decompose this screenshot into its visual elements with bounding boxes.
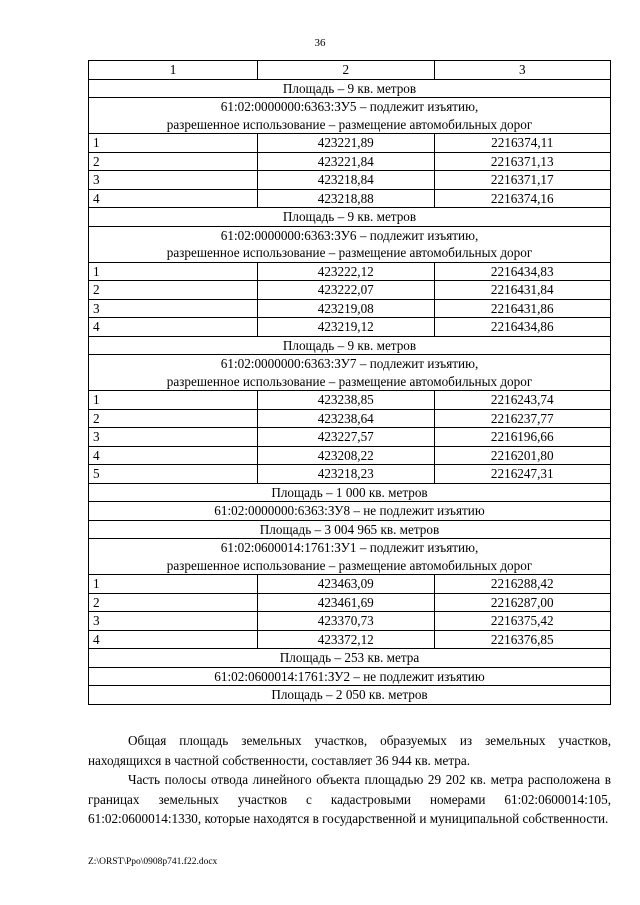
table-row <box>89 612 611 631</box>
table-cell: 2216237,77 <box>434 409 611 428</box>
table-row <box>89 134 611 153</box>
table-span-cell: Площадь – 9 кв. метров <box>89 336 611 355</box>
table-span-row <box>89 502 611 521</box>
table-parcel-cell <box>89 355 611 391</box>
table-row <box>89 152 611 171</box>
table-span-cell: 61:02:0000000:6363:ЗУ8 – не подлежит изъятию <box>89 502 611 521</box>
table-row <box>89 428 611 447</box>
table-span-row <box>89 667 611 686</box>
parcel-line: 61:02:0000000:6363:ЗУ6 – подлежит изъятию, <box>220 227 479 243</box>
table-parcel-row <box>89 98 611 134</box>
parcel-usage-line: разрешенное использование – размещение автомобильных дорог <box>166 373 533 389</box>
table-cell: 423370,73 <box>258 612 435 631</box>
table-cell: 1 <box>89 262 258 281</box>
table-cell: 1 <box>89 575 258 594</box>
table-cell: 4 <box>89 630 258 649</box>
table-cell: 2216434,83 <box>434 262 611 281</box>
table-parcel-cell <box>89 226 611 262</box>
table-row <box>89 391 611 410</box>
table-cell: 2216431,86 <box>434 299 611 318</box>
table-cell: 2216371,13 <box>434 152 611 171</box>
table-cell: 423218,23 <box>258 465 435 484</box>
table-cell: 423218,88 <box>258 189 435 208</box>
table-cell: 3 <box>89 299 258 318</box>
table-cell: 423372,12 <box>258 630 435 649</box>
table-row <box>89 630 611 649</box>
table-parcel-cell <box>89 539 611 575</box>
table-parcel-row <box>89 355 611 391</box>
table-span-cell: Площадь – 3 004 965 кв. метров <box>89 520 611 539</box>
table-cell: 2216288,42 <box>434 575 611 594</box>
table-row <box>89 189 611 208</box>
table-cell: 5 <box>89 465 258 484</box>
table-cell: 423227,57 <box>258 428 435 447</box>
table-header-row <box>89 61 611 80</box>
table-cell: 3 <box>89 612 258 631</box>
table-cell: 2216287,00 <box>434 593 611 612</box>
table-row <box>89 171 611 190</box>
table-cell: 423208,22 <box>258 446 435 465</box>
table-span-row <box>89 649 611 668</box>
table-span-row <box>89 208 611 227</box>
table-row <box>89 575 611 594</box>
table-span-cell: 61:02:0600014:1761:ЗУ2 – не подлежит изъятию <box>89 667 611 686</box>
page-number: 36 <box>314 37 326 49</box>
table-cell: 423463,09 <box>258 575 435 594</box>
table-cell: 2216374,11 <box>434 134 611 153</box>
table-span-cell: Площадь – 253 кв. метра <box>89 649 611 668</box>
table-row <box>89 409 611 428</box>
table-cell: 2216374,16 <box>434 189 611 208</box>
parcel-usage-line: разрешенное использование – размещение автомобильных дорог <box>166 116 533 132</box>
table-row <box>89 593 611 612</box>
table-span-row <box>89 686 611 705</box>
table-span-row <box>89 520 611 539</box>
table-span-row <box>89 79 611 98</box>
table-cell: 2216243,74 <box>434 391 611 410</box>
table-cell: 423238,85 <box>258 391 435 410</box>
parcel-usage-line: разрешенное использование – размещение автомобильных дорог <box>166 245 533 260</box>
parcel-line: 61:02:0000000:6363:ЗУ5 – подлежит изъятию, <box>220 99 479 114</box>
table-cell: 4 <box>89 446 258 465</box>
table-cell: 423222,07 <box>258 281 435 300</box>
table-cell: 2216371,17 <box>434 171 611 190</box>
table-cell: 2216247,31 <box>434 465 611 484</box>
paragraph: Часть полосы отвода линейного объекта площадью 29 202 кв. метра расположена в границах земельных участков с кадастровыми номерами 61:02:0600014:105, 61:02:0600014:1330, которые находятся в государственной и муниципальной собственности. <box>88 772 611 826</box>
file-path-footer: Z:\ORST\Ppo\0908p741.f22.docx <box>88 857 218 867</box>
table-span-row <box>89 336 611 355</box>
table-cell: 423222,12 <box>258 262 435 281</box>
table-cell: 2216201,80 <box>434 446 611 465</box>
table-cell: 423238,64 <box>258 409 435 428</box>
table-cell: 1 <box>89 391 258 410</box>
table-cell: 423219,12 <box>258 318 435 337</box>
coordinates-table <box>88 60 611 705</box>
table-cell: 2216375,42 <box>434 612 611 631</box>
body-text <box>88 731 611 829</box>
table-cell: 423218,84 <box>258 171 435 190</box>
table-cell: 3 <box>89 171 258 190</box>
header-cell-1: 1 <box>89 61 258 80</box>
table-cell: 2 <box>89 593 258 612</box>
table-cell: 4 <box>89 318 258 337</box>
table-cell: 2216196,66 <box>434 428 611 447</box>
table-cell: 1 <box>89 134 258 153</box>
table-row <box>89 281 611 300</box>
table-cell: 2216431,84 <box>434 281 611 300</box>
parcel-line: 61:02:0600014:1761:ЗУ1 – подлежит изъятию, <box>220 540 479 555</box>
table-row <box>89 446 611 465</box>
table-cell: 2 <box>89 152 258 171</box>
table-cell: 2 <box>89 281 258 300</box>
table-cell: 423219,08 <box>258 299 435 318</box>
table-cell: 2 <box>89 409 258 428</box>
header-cell-2: 2 <box>258 61 435 80</box>
table-cell: 4 <box>89 189 258 208</box>
table-parcel-row <box>89 539 611 575</box>
parcel-line: 61:02:0000000:6363:ЗУ7 – подлежит изъятию, <box>220 356 479 371</box>
table-cell: 423221,84 <box>258 152 435 171</box>
table-cell: 2216376,85 <box>434 630 611 649</box>
table-span-cell: Площадь – 1 000 кв. метров <box>89 483 611 502</box>
table-span-cell: Площадь – 9 кв. метров <box>89 79 611 98</box>
paragraph: Общая площадь земельных участков, образуемых из земельных участков, находящихся в частной собственности, составляет 36 944 кв. метра. <box>88 733 611 768</box>
table-cell: 423221,89 <box>258 134 435 153</box>
table-parcel-row <box>89 226 611 262</box>
table-span-cell: Площадь – 2 050 кв. метров <box>89 686 611 705</box>
parcel-usage-line: разрешенное использование – размещение автомобильных дорог <box>166 557 533 573</box>
table-cell: 423461,69 <box>258 593 435 612</box>
table-row <box>89 465 611 484</box>
header-cell-3: 3 <box>434 61 611 80</box>
table-row <box>89 318 611 337</box>
table-cell: 2216434,86 <box>434 318 611 337</box>
table-body <box>89 61 611 705</box>
table-row <box>89 262 611 281</box>
table-row <box>89 299 611 318</box>
table-span-row <box>89 483 611 502</box>
table-parcel-cell <box>89 98 611 134</box>
table-span-cell: Площадь – 9 кв. метров <box>89 208 611 227</box>
table-cell: 3 <box>89 428 258 447</box>
